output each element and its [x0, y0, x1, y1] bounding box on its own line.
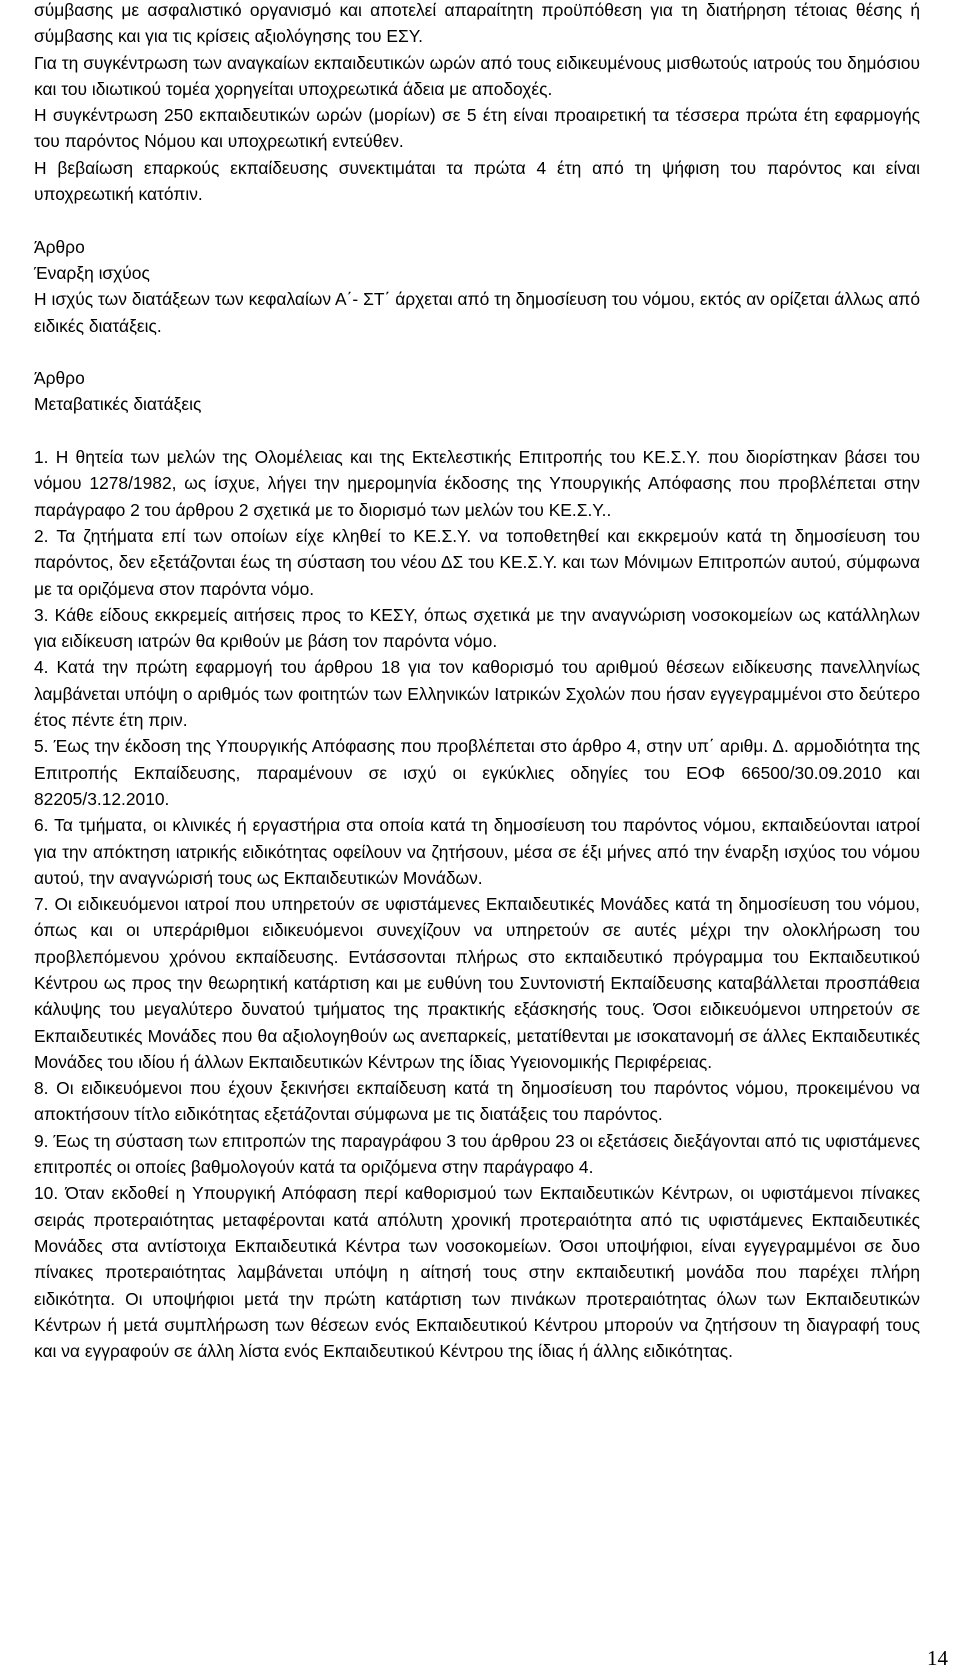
spacer [34, 418, 920, 444]
article-item-4: 4. Κατά την πρώτη εφαρμογή του άρθρου 18 για τον καθορισμό του αριθμού θέσεων ειδίκευσης πανελληνίως λαμβάνεται υπόψη ο αριθμός των φοιτητών των Ελληνικών Ιατρικών Σχολών που ήσαν εγγεγραμμένοι στο δεύτερο έτος πέντε έτη πριν. [34, 657, 920, 731]
article-item-6: 6. Τα τμήματα, οι κλινικές ή εργαστήρια στα οποία κατά τη δημοσίευση του παρόντος νόμου, εκπαιδεύονται ιατροί για την απόκτηση ιατρικής ειδικότητας οφείλουν να ζητήσουν, μέσα σε έξι μήνες από την έναρξη ισχύος του νόμου αυτού, την αναγνώρισή τους ως Εκπαιδευτικών Μονάδων. [34, 815, 920, 888]
article-item-9: 9. Έως τη σύσταση των επιτροπών της παραγράφου 3 του άρθρου 23 οι εξετάσεις διεξάγονται από τις υφιστάμενες επιτροπές οι οποίες βαθμολογούν κατά τα οριζόμενα στην παράγραφο 4. [34, 1130, 920, 1178]
article-item-1: 1. Η θητεία των μελών της Ολομέλειας και της Εκτελεστικής Επιτροπής του ΚΕ.Σ.Υ. που διορίστηκαν βάσει του νόμου 1278/1982, ως ίσχυε, λήγει την ημερομηνία έκδοσης της Υπουργικής Απόφασης που προβλέπεται στην παράγραφο 2 του άρθρου 2 σχετικά με το διορισμό των μελών του ΚΕ.Σ.Υ.. [34, 447, 920, 520]
article-label: Άρθρο [34, 368, 85, 389]
spacer [34, 207, 920, 233]
intro-paragraph: Για τη συγκέντρωση των αναγκαίων εκπαιδευτικών ωρών από τους ειδικευμένους μισθωτούς ιατρούς του δημόσιου και του ιδιωτικού τομέα χορηγείται υποχρεωτικά άδεια με αποδοχές. [34, 52, 920, 99]
article-title: Μεταβατικές διατάξεις [34, 394, 202, 415]
intro-paragraph: Η βεβαίωση επαρκούς εκπαίδευσης συνεκτιμάται τα πρώτα 4 έτη από τη ψήφιση του παρόντος και είναι υποχρεωτική κατόπιν. [34, 157, 920, 205]
page-number: 14 [927, 1646, 948, 1670]
intro-paragraph: σύμβασης με ασφαλιστικό οργανισμό και αποτελεί απαραίτητη προϋπόθεση για τη διατήρηση τέτοιας θέσης ή σύμβασης και για τις κρίσεις αξιολόγησης του ΕΣΥ. [34, 0, 920, 47]
spacer [34, 339, 920, 365]
article-title: Έναρξη ισχύος [34, 262, 150, 283]
intro-paragraph: Η συγκέντρωση 250 εκπαιδευτικών ωρών (μορίων) σε 5 έτη είναι προαιρετική τα τέσσερα πρώτα έτη εφαρμογής του παρόντος Νόμου και υποχρεωτική εντεύθεν. [34, 105, 920, 152]
article-label: Άρθρο [34, 236, 85, 257]
article-item-5: 5. Έως την έκδοση της Υπουργικής Απόφασης που προβλέπεται στο άρθρο 4, στην υπ΄ αριθμ. Δ. αρμοδιότητα της Επιτροπής Εκπαίδευσης, παραμένουν σε ισχύ οι εγκύκλιες οδηγίες του ΕΟΦ 66500/30.09.2010 και 82205/3.12.2010. [34, 736, 920, 809]
document-body [34, 0, 920, 1364]
article-item-2: 2. Τα ζητήματα επί των οποίων είχε κληθεί το ΚΕ.Σ.Υ. να τοποθετηθεί και εκκρεμούν κατά τη δημοσίευση του παρόντος, δεν εξετάζονται έως τη σύσταση του νέου ΔΣ του ΚΕ.Σ.Υ. και των Μόνιμων Επιτροπών αυτού, σύμφωνα με τα οριζόμενα στον παρόντα νόμο. [34, 525, 920, 599]
article-item-10: 10. Όταν εκδοθεί η Υπουργική Απόφαση περί καθορισμού των Εκπαιδευτικών Κέντρων, οι υφιστάμενοι πίνακες σειράς προτεραιότητας μεταφέρονται κατά απόλυτη χρονική προτεραιότητα από τις υφιστάμενες Εκπαιδευτικές Μονάδες στα αντίστοιχα Εκπαιδευτικά Κέντρα των νοσοκομείων. Όσοι υποψήφιοι, είναι εγγεγραμμένοι σε δυο πίνακες προτεραιότητας λαμβάνεται υπόψη η αίτησή τους στην εκπαιδευτική μονάδα που παρέχει πλήρη ειδικότητα. Οι υποψήφιοι μετά την πρώτη κατάρτιση των πινάκων προτεραιότητας όλων των Εκπαιδευτικών Κέντρων ή μετά συμπλήρωση των θέσεων ενός Εκπαιδευτικού Κέντρου μπορούν να ζητήσουν τη διαγραφή τους και να εγγραφούν σε άλλη λίστα ενός Εκπαιδευτικού Κέντρου της ίδιας ή άλλης ειδικότητας. [34, 1183, 920, 1362]
article-item-3: 3. Κάθε είδους εκκρεμείς αιτήσεις προς το ΚΕΣΥ, όπως σχετικά με την αναγνώριση νοσοκομείων ως κατάλληλων για ειδίκευση ιατρών θα κριθούν με βάση τον παρόντα νόμο. [34, 604, 920, 652]
article-body: Η ισχύς των διατάξεων των κεφαλαίων Α΄- ΣΤ΄ άρχεται από τη δημοσίευση του νόμου, εκτός αν ορίζεται άλλως από ειδικές διατάξεις. [34, 289, 920, 336]
article-item-8: 8. Οι ειδικευόμενοι που έχουν ξεκινήσει εκπαίδευση κατά τη δημοσίευση του παρόντος νόμου, προκειμένου να αποκτήσουν τίτλο ειδικότητας εξετάζονται σύμφωνα με τις διατάξεις του παρόντος. [34, 1078, 920, 1125]
article-item-7: 7. Οι ειδικευόμενοι ιατροί που υπηρετούν σε υφιστάμενες Εκπαιδευτικές Μονάδες κατά τη δημοσίευση του νόμου, όπως και οι υπεράριθμοι ειδικευόμενοι συνεχίζουν να υπηρετούν σε αυτές μέχρι την ολοκλήρωση του προβλεπόμενου χρόνου εκπαίδευσης. Εντάσσονται πλήρως στο εκπαιδευτικό πρόγραμμα του Εκπαιδευτικού Κέντρου ως προς την θεωρητική κατάρτιση και με ευθύνη του Συντονιστή Εκπαίδευσης καταβάλλεται προσπάθεια κάλυψης του μεγαλύτερο δυνατού τμήματος της πρακτικής εξάσκησής τους. Όσοι ειδικευόμενοι υπηρετούν σε Εκπαιδευτικές Μονάδες που θα αξιολογηθούν ως ανεπαρκείς, μετατίθενται με ισοκατανομή σε άλλες Εκπαιδευτικές Μονάδες του ιδίου ή άλλων Εκπαιδευτικών Κέντρων της ίδιας Υγειονομικής Περιφέρειας. [34, 894, 920, 1072]
